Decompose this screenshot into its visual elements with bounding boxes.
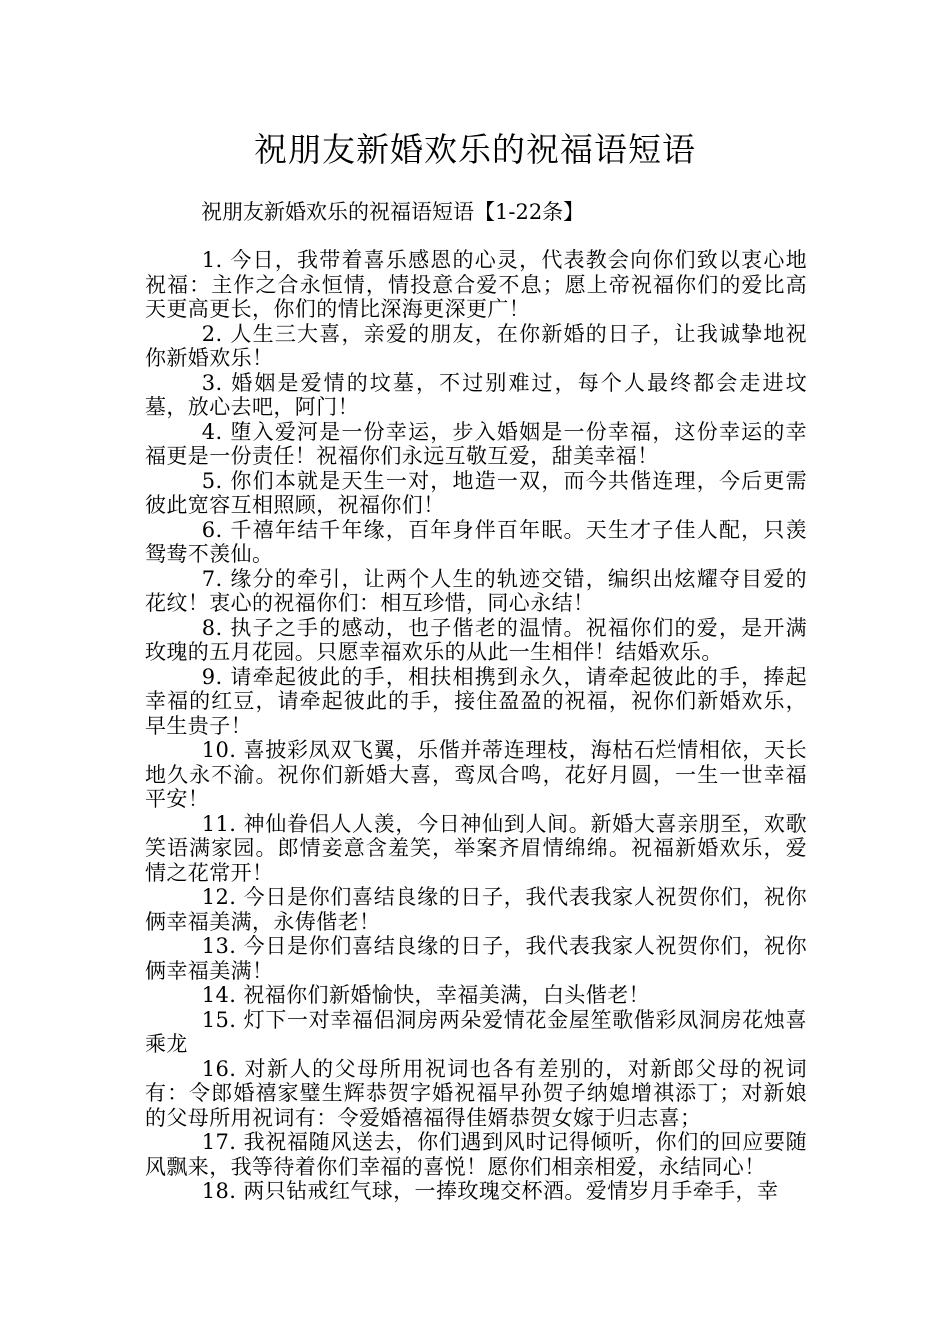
paragraph-17: 17. 我祝福随风送去，你们遇到风时记得倾听，你们的回应要随风飘来，我等待着你们幸福的喜悦！愿你们相亲相爱，永结同心！ bbox=[145, 1130, 807, 1179]
paragraph-2: 2. 人生三大喜，亲爱的朋友，在你新婚的日子，让我诚挚地祝你新婚欢乐！ bbox=[145, 321, 807, 370]
paragraph-14: 14. 祝福你们新婚愉快，幸福美满，白头偕老！ bbox=[201, 983, 650, 1007]
paragraph-1: 1. 今日，我带着喜乐感恩的心灵，代表教会向你们致以衷心地祝福：主作之合永恒情，情投意合爱不息；愿上帝祝福你们的爱比高天更高更长，你们的情比深海更深更广！ bbox=[145, 248, 807, 321]
paragraph-12: 12. 今日是你们喜结良缘的日子，我代表我家人祝贺你们，祝你俩幸福美满，永俦偕老！ bbox=[145, 885, 807, 934]
paragraph-8: 8. 执子之手的感动，也子偕老的温情。祝福你们的爱，是开满玫瑰的五月花园。只愿幸福欢乐的从此一生相伴！结婚欢乐。 bbox=[145, 615, 807, 664]
paragraph-15: 15. 灯下一对幸福侣洞房两朵爱情花金屋笙歌偕彩凤洞房花烛喜乘龙 bbox=[145, 1007, 807, 1056]
paragraph-5: 5. 你们本就是天生一对，地造一双，而今共偕连理，今后更需彼此宽容互相照顾，祝福你们！ bbox=[145, 468, 807, 517]
document-body bbox=[145, 248, 807, 1204]
paragraph-9: 9. 请牵起彼此的手，相扶相携到永久，请牵起彼此的手，捧起幸福的红豆，请牵起彼此的手，接住盈盈的祝福，祝你们新婚欢乐，早生贵子！ bbox=[145, 664, 807, 738]
paragraph-13: 13. 今日是你们喜结良缘的日子，我代表我家人祝贺你们，祝你俩幸福美满！ bbox=[145, 934, 807, 983]
paragraph-10: 10. 喜披彩凤双飞翼，乐偕并蒂连理枝，海枯石烂情相依，天长地久永不渝。祝你们新婚大喜，鸾凤合鸣，花好月圆，一生一世幸福平安！ bbox=[145, 738, 807, 811]
paragraph-7: 7. 缘分的牵引，让两个人生的轨迹交错，编织出炫耀夺目爱的花纹！衷心的祝福你们：相互珍惜，同心永结！ bbox=[145, 566, 807, 615]
page-subtitle: 祝朋友新婚欢乐的祝福语短语【1-22条】 bbox=[201, 200, 585, 224]
paragraph-16: 16. 对新人的父母所用祝词也各有差别的，对新郎父母的祝词有：令郎婚禧家璧生辉恭贺字婚祝福早孙贺子纳媳增祺添丁；对新娘的父母所用祝词有：令爱婚禧福得佳婿恭贺女嫁于归志喜； bbox=[145, 1056, 807, 1130]
paragraph-6: 6. 千禧年结千年缘，百年身伴百年眠。天生才子佳人配，只羡鸳鸯不羡仙。 bbox=[145, 517, 807, 566]
page-title: 祝朋友新婚欢乐的祝福语短语 bbox=[254, 130, 696, 169]
paragraph-11: 11. 神仙眷侣人人羡，今日神仙到人间。新婚大喜亲朋至，欢歌笑语满家园。郎情妾意含羞笑，举案齐眉情绵绵。祝福新婚欢乐，爱情之花常开！ bbox=[145, 811, 807, 885]
paragraph-3: 3. 婚姻是爱情的坟墓，不过别难过，每个人最终都会走进坟墓，放心去吧，阿门！ bbox=[145, 370, 807, 419]
paragraph-18: 18. 两只钻戒红气球，一捧玫瑰交杯酒。爱情岁月手牵手，幸 bbox=[201, 1179, 779, 1203]
paragraph-4: 4. 堕入爱河是一份幸运，步入婚姻是一份幸福，这份幸运的幸福更是一份责任！祝福你们永远互敬互爱，甜美幸福！ bbox=[145, 419, 807, 468]
